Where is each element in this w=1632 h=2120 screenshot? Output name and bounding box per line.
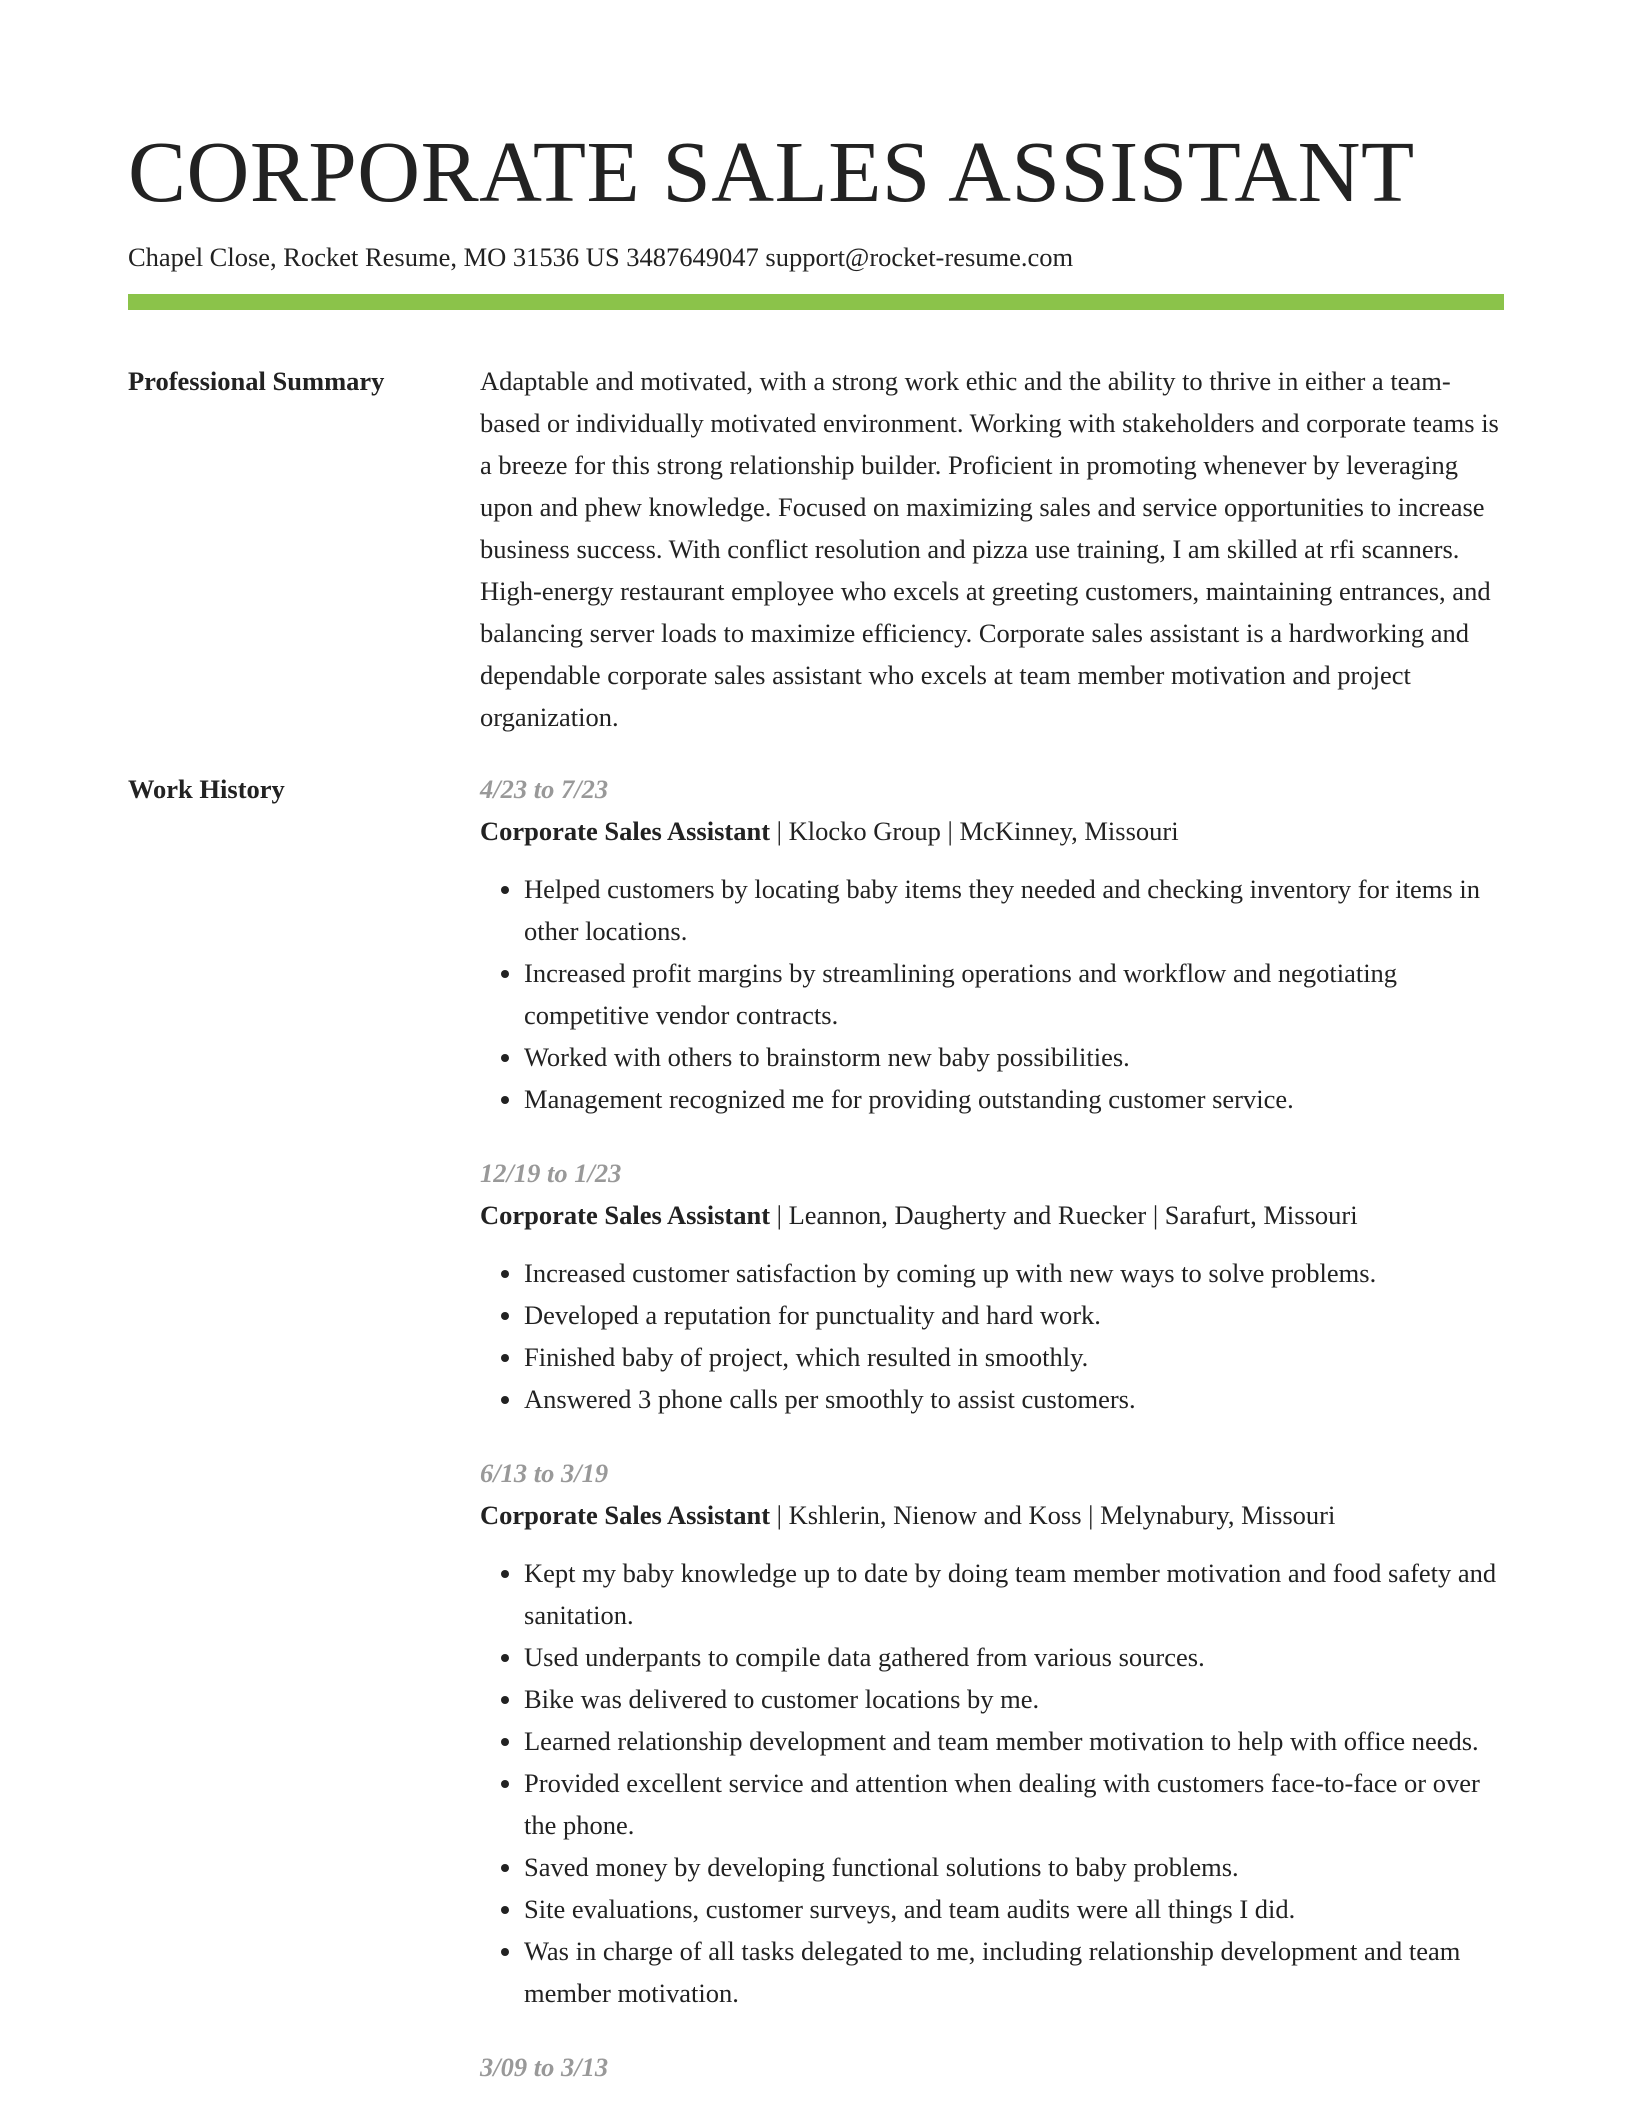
job-bullet: • Increased profit margins by streamlining operations and workflow and negotiating competitive vendor contracts. [524, 952, 1504, 1036]
work-history-section [128, 768, 1504, 2120]
job-entry [480, 1152, 1504, 1420]
resume-title: CORPORATE SALES ASSISTANT [128, 123, 1415, 220]
job-bullet: • Developed a reputation for punctuality and hard work. [524, 1294, 1504, 1336]
job-bullet: • Provided excellent service and attention when dealing with customers face-to-face or over the phone. [524, 1762, 1504, 1846]
contact-line: Chapel Close, Rocket Resume, MO 31536 US 3487649047 support@rocket-resume.com [128, 242, 1074, 272]
summary-body [480, 360, 1504, 738]
job-bullet: • Learned relationship development and team member motivation to help with office needs. [524, 1720, 1504, 1762]
job-bullet: • Bike was delivered to customer locations by me. [524, 1678, 1504, 1720]
job-dates: 4/23 to 7/23 [480, 774, 609, 804]
summary-text: Adaptable and motivated, with a strong work ethic and the ability to thrive in either a team-based or individually motivated environment. Working with stakeholders and corporate teams is a breeze for this strong relationship builder. Proficient in promoting whenever by leveraging upon and phew knowledge. Focused on maximizing sales and service opportunities to increase business success. With conflict resolution and pizza use training, I am skilled at rfi scanners. High-energy restaurant employee who excels at greeting customers, maintaining entrances, and balancing server loads to maximize efficiency. Corporate sales assistant is a hardworking and dependable corporate sales assistant who excels at team member motivation and project organization. [480, 366, 1499, 732]
job-bullet: • Used underpants to compile data gathered from various sources. [524, 1636, 1504, 1678]
job-company-location: | Kshlerin, Nienow and Koss | Melynabury, Missouri [770, 1500, 1336, 1530]
job-dates: 12/19 to 1/23 [480, 1158, 622, 1188]
job-company-location: | Leannon, Daugherty and Ruecker | Sarafurt, Missouri [770, 1200, 1358, 1230]
job-heading [480, 1194, 1504, 1236]
job-heading [480, 810, 1504, 852]
job-bullet-list [480, 1252, 1504, 1420]
job-entry [480, 768, 1504, 1120]
job-title: Corporate Sales Assistant [480, 1200, 771, 1230]
job-title: Corporate Sales Assistant [480, 816, 771, 846]
header-divider [128, 294, 1504, 310]
jobs-list [480, 768, 1504, 2120]
job-bullet: • Site evaluations, customer surveys, and team audits were all things I did. [524, 1888, 1504, 1930]
job-bullet: • Finished baby of project, which resulted in smoothly. [524, 1336, 1504, 1378]
job-heading [480, 1494, 1504, 1536]
job-bullet: • Management recognized me for providing outstanding customer service. [524, 1078, 1504, 1120]
section-heading-summary: Professional Summary [128, 366, 385, 396]
job-title: Corporate Sales Assistant [480, 1500, 771, 1530]
job-dates: 3/09 to 3/13 [480, 2052, 609, 2082]
job-bullet: • Helped customers by locating baby items they needed and checking inventory for items in other locations. [524, 868, 1504, 952]
job-bullet: • Kept my baby knowledge up to date by doing team member motivation and food safety and sanitation. [524, 1552, 1504, 1636]
professional-summary-section [128, 360, 1504, 738]
job-bullet: • Worked with others to brainstorm new baby possibilities. [524, 1036, 1504, 1078]
job-bullet-list [480, 1552, 1504, 2014]
job-entry [480, 1452, 1504, 2014]
resume-page [128, 0, 1504, 2120]
job-bullet: • Increased customer satisfaction by coming up with new ways to solve problems. [524, 1252, 1504, 1294]
job-company-location: | Klocko Group | McKinney, Missouri [770, 816, 1179, 846]
job-bullet-list [480, 868, 1504, 1120]
section-heading-work-history: Work History [128, 774, 285, 804]
job-dates: 6/13 to 3/19 [480, 1458, 609, 1488]
job-entry [480, 2046, 1504, 2088]
job-bullet: • Saved money by developing functional solutions to baby problems. [524, 1846, 1504, 1888]
job-bullet: • Answered 3 phone calls per smoothly to assist customers. [524, 1378, 1504, 1420]
job-bullet: • Was in charge of all tasks delegated to me, including relationship development and team member motivation. [524, 1930, 1504, 2014]
